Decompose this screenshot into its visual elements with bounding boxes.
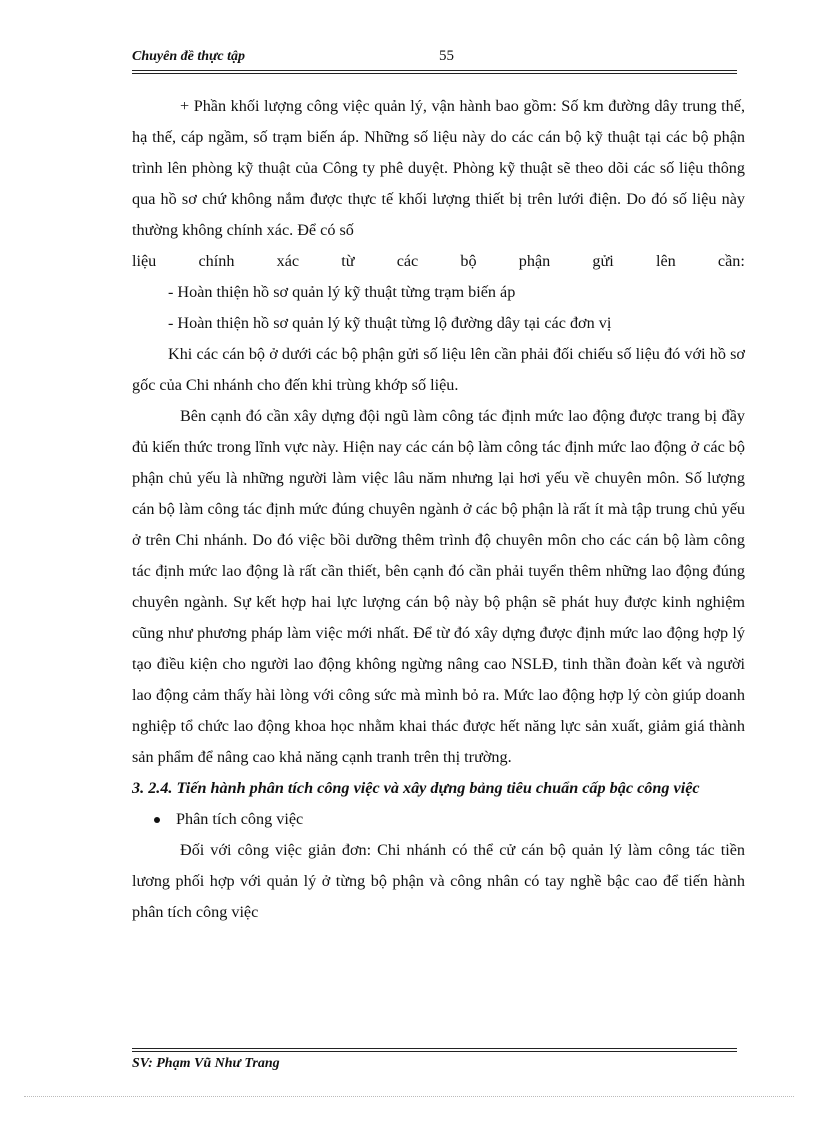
footer-author: SV: Phạm Vũ Như Trang [132, 1056, 280, 1071]
spread-word: chính [198, 252, 235, 270]
section-heading: 3. 2.4. Tiến hành phân tích công việc và xây dựng bảng tiêu chuẩn cấp bậc công việc [132, 779, 700, 797]
spread-word: các [396, 252, 419, 270]
spread-word: liệu [132, 252, 157, 270]
header-rule-top [132, 70, 737, 71]
dash-item-1: - Hoàn thiện hồ sơ quản lý kỹ thuật từng trạm biến áp [168, 283, 516, 301]
spread-word: phận [518, 252, 551, 270]
spread-word: cần: [717, 252, 745, 270]
dash-item-2: - Hoàn thiện hồ sơ quản lý kỹ thuật từng lộ đường dây tại các đơn vị [168, 314, 612, 332]
bullet-dot-icon [154, 817, 160, 823]
header-title: Chuyên đề thực tập [132, 49, 246, 64]
spread-word: xác [276, 252, 300, 270]
page-number: 55 [439, 48, 454, 64]
spread-word: lên [655, 252, 676, 270]
paragraph-1-last-line [132, 246, 745, 277]
bullet-text: Phân tích công việc [176, 810, 304, 828]
spread-word: gửi [592, 252, 614, 270]
bullet-item [132, 804, 745, 835]
page-header [132, 49, 737, 71]
paragraph-4: Đối với công việc giản đơn: Chi nhánh có thể cử cán bộ quản lý làm công tác tiền lương phối hợp với quản lý ở từng bộ phận và công nhân có tay nghề bậc cao để tiến hành phân tích công việc [132, 841, 745, 921]
header-rule-bottom [132, 73, 737, 74]
page-bottom-border [24, 1096, 794, 1097]
paragraph-1: + Phần khối lượng công việc quản lý, vận hành bao gồm: Số km đường dây trung thế, hạ thế, cáp ngầm, số trạm biến áp. Những số liệu này do các cán bộ kỹ thuật tại các bộ phận trình lên phòng kỹ thuật của Công ty phê duyệt. Phòng kỹ thuật sẽ theo dõi các số liệu thông qua hồ sơ chứ không nắm được thực tế khối lượng thiết bị trên lưới điện. Do đó số liệu này thường không chính xác. Để có số [132, 97, 745, 239]
footer-rule-bottom [132, 1051, 737, 1052]
footer-rule-top [132, 1048, 737, 1049]
paragraph-3: Bên cạnh đó cần xây dựng đội ngũ làm công tác định mức lao động được trang bị đầy đủ kiến thức trong lĩnh vực này. Hiện nay các cán bộ làm công tác định mức lao động ở các bộ phận chủ yếu là những người làm việc lâu năm nhưng lại hơi yếu về chuyên môn. Số lượng cán bộ làm công tác định mức đúng chuyên ngành ở các bộ phận là rất ít mà tập trung chủ yếu ở trên Chi nhánh. Do đó việc bồi dưỡng thêm trình độ chuyên môn cho các cán bộ làm công tác định mức lao động là rất cần thiết, bên cạnh đó cần phải tuyển thêm những lao động đúng chuyên ngành. Sự kết hợp hai lực lượng cán bộ này bộ phận sẽ phát huy được kinh nghiệm cũng như phương pháp làm việc mới nhất. Để từ đó xây dựng được định mức lao động hợp lý tạo điều kiện cho người lao động không ngừng nâng cao NSLĐ, tinh thần đoàn kết và người lao động cảm thấy hài lòng với công sức mà mình bỏ ra. Mức lao động hợp lý còn giúp doanh nghiệp tổ chức lao động khoa học nhằm khai thác được hết năng lực sản xuất, giảm giá thành sản phẩm để nâng cao khả năng cạnh tranh trên thị trường. [132, 407, 745, 766]
paragraph-2: Khi các cán bộ ở dưới các bộ phận gửi số liệu lên cần phải đối chiếu số liệu đó với hồ sơ gốc của Chi nhánh cho đến khi trùng khớp số liệu. [132, 345, 745, 394]
page-content [132, 91, 745, 928]
spread-word: từ [341, 252, 355, 270]
spread-word: bộ [460, 252, 477, 270]
